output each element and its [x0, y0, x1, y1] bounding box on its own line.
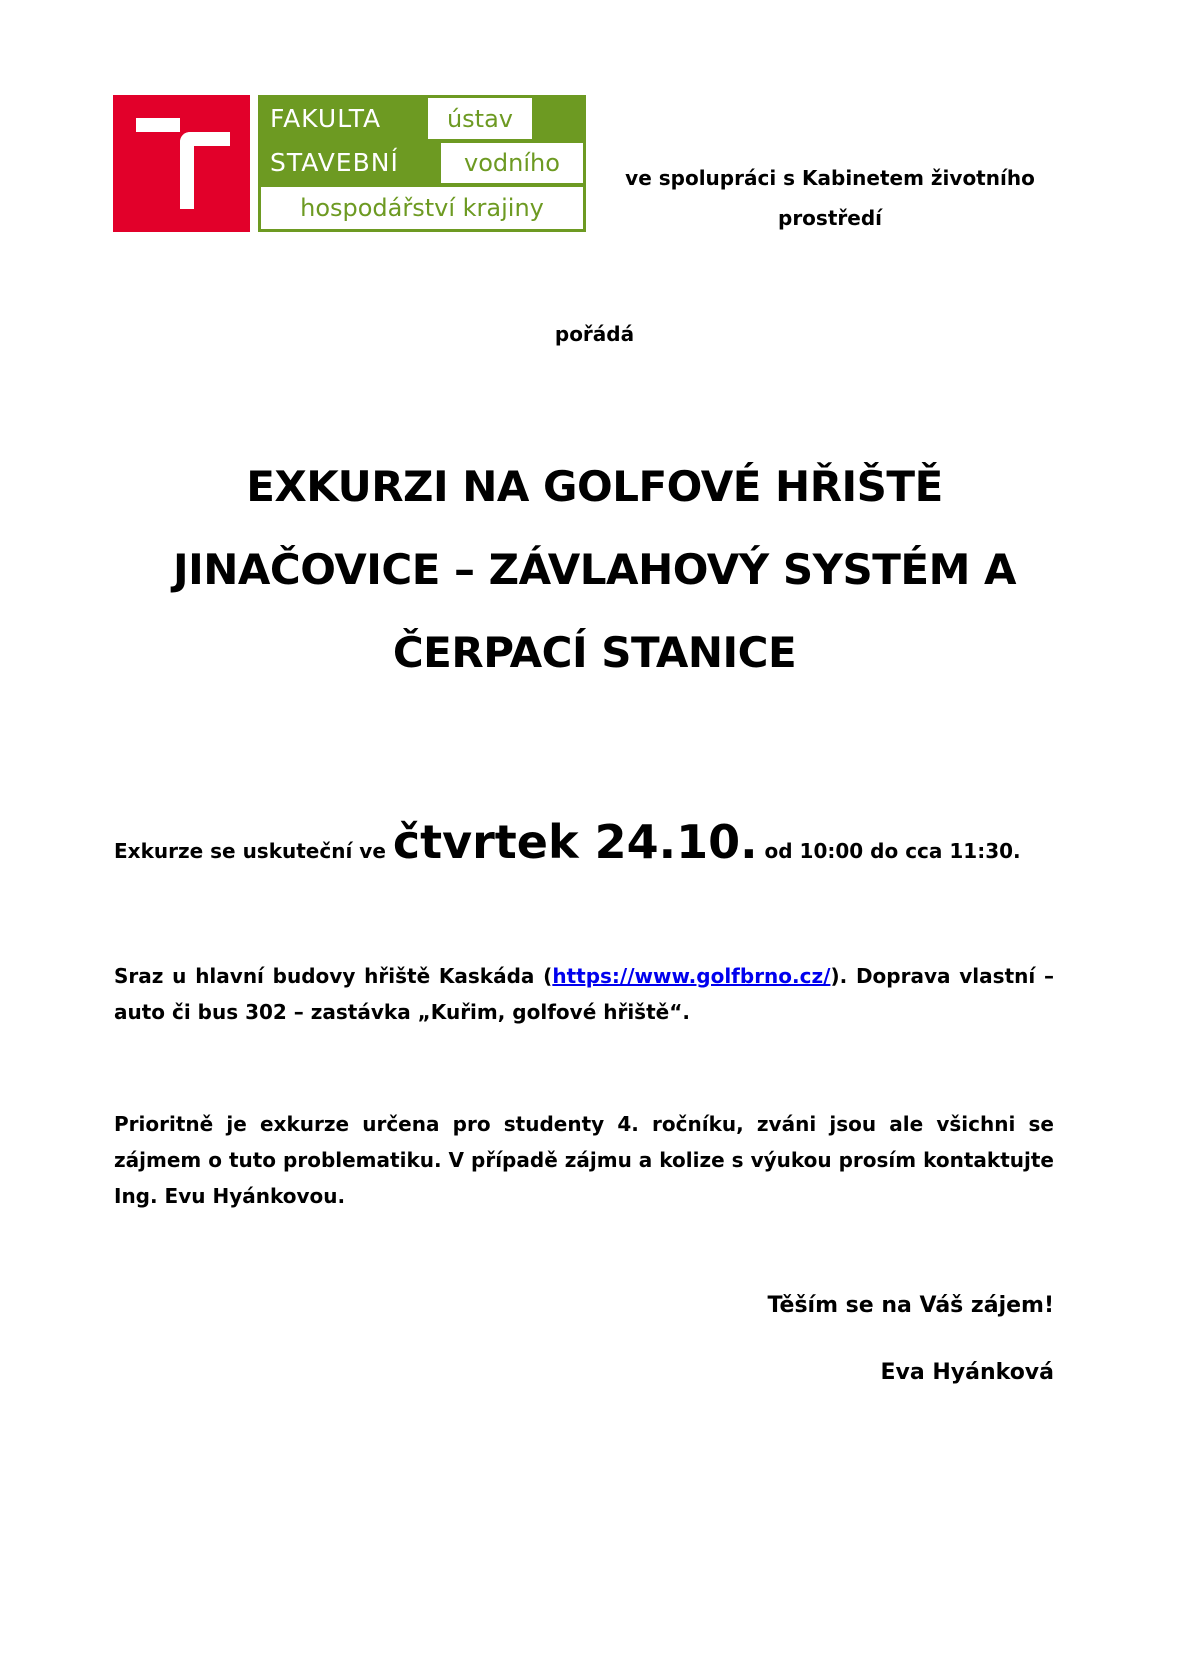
- university-logo-mark: [113, 95, 250, 232]
- meeting-text-before: Sraz u hlavní budovy hřiště Kaskáda (: [114, 964, 553, 988]
- page-title: [100, 445, 1089, 694]
- logo-faculty-line2: STAVEBNÍ: [270, 148, 399, 177]
- title-line1: EXKURZI NA GOLFOVÉ HŘIŠTĚ: [246, 462, 943, 511]
- meeting-text-after: ). Doprava vlastní – auto či bus 302 – zastávka „Kuřim, golfové hřiště“.: [114, 964, 1054, 1024]
- priority-paragraph: Prioritně je exkurze určena pro studenty 4. ročníku, zváni jsou ale všichni se zájmem o tuto problematiku. V případě zájmu a kolize s výukou prosím kontaktujte Ing. Evu Hyánkovou.: [114, 1112, 1054, 1208]
- logo-institute-word2: vodního: [438, 140, 586, 186]
- signature: Eva Hyánková: [880, 1360, 1054, 1385]
- cooperation-line1: ve spolupráci s Kabinetem životního: [625, 166, 1035, 190]
- logo-institute-word1: ústav: [425, 95, 535, 142]
- logo-institute-word3: hospodářství krajiny: [258, 184, 586, 232]
- logo-faculty-line1: FAKULTA: [270, 104, 382, 133]
- date-suffix: od 10:00 do cca 11:30.: [757, 839, 1021, 863]
- date-info: [114, 815, 1114, 869]
- closing-greeting: Těším se na Váš zájem!: [767, 1293, 1054, 1318]
- title-line2: JINAČOVICE – ZÁVLAHOVÝ SYSTÉM A: [172, 545, 1017, 594]
- logo-t-stem: [180, 132, 194, 209]
- logo-t-bar: [136, 118, 180, 132]
- date-prefix: Exkurze se uskuteční ve: [114, 839, 393, 863]
- meeting-paragraph: [114, 958, 1054, 1030]
- faculty-logo: [258, 95, 586, 232]
- cooperation-line2: prostředí: [778, 206, 882, 230]
- organizes-label: pořádá: [554, 322, 635, 346]
- title-line3: ČERPACÍ STANICE: [392, 628, 797, 677]
- golf-website-link[interactable]: https://www.golfbrno.cz/: [552, 964, 831, 988]
- date-day: čtvrtek 24.10.: [392, 815, 758, 869]
- cooperation-note: [600, 158, 1060, 238]
